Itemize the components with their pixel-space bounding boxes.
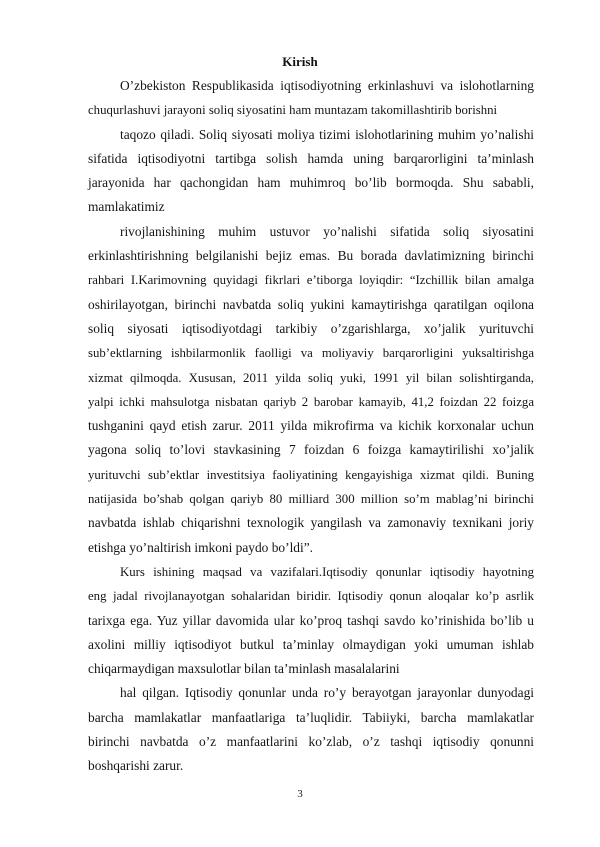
page-number: 3 — [297, 788, 303, 800]
text-line: sifatida iqtisodiyotni tartibga solish hamda uning barqarorligini ta’minlash — [88, 150, 534, 166]
text-line: tushganini qayd etish zarur. 2011 yilda mikrofirma va kichik korxonalar uchun — [88, 418, 534, 434]
text-line: etishga yo’naltirish imkoni paydo bo’ldi”. — [88, 539, 313, 555]
text-line: hal qilgan. Iqtisodiy qonunlar unda ro’y berayotgan jarayonlar dunyodagi — [120, 685, 534, 701]
text-line: O’zbekiston Respublikasida iqtisodiyotning erkinlashuvi va islohotlarning — [120, 78, 534, 93]
text-line: Kurs ishining maqsad va vazifalari.Iqtisodiy qonunlar iqtisodiy hayotning — [120, 564, 534, 579]
text-line: yurituvchi sub’ektlar investitsiya faoliyatining kengayishiga xizmat qildi. Buning — [88, 467, 534, 482]
text-line: natijasida bo’shab qolgan qariyb 80 milliard 300 million so’m mablag’ni birinchi — [88, 492, 534, 507]
text-line: chuqurlashuvi jarayoni soliq siyosatini ham muntazam takomillashtirib borishni — [88, 103, 498, 118]
page-title: Kirish — [282, 54, 318, 69]
text-line: oshirilayotgan, birinchi navbatda soliq yukini kamaytirishga qaratilgan oqilona — [88, 296, 534, 312]
text-line: birinchi navbatda o’z manfaatlarini ko’zlab, o’z tashqi iqtisodiy qonunni — [88, 734, 534, 750]
text-line: rahbari I.Karimovning quyidagi fikrlari e’tiborga loyiqdir: “Izchillik bilan amalga — [88, 273, 534, 288]
text-line: yagona soliq to’lovi stavkasining 7 foizdan 6 foizga kamaytirilishi xo’jalik — [88, 442, 534, 458]
text-line: mamlakatimiz — [88, 199, 165, 215]
text-line: soliq siyosati iqtisodiyotdagi tarkibiy o’zgarishlarga, xo’jalik yurituvchi — [88, 320, 534, 336]
text-line: barcha mamlakatlar manfaatlariga ta’luqlidir. Tabiiyki, barcha mamlakatlar — [88, 709, 534, 725]
text-line: yalpi ichki mahsulotga nisbatan qariyb 2 barobar kamayib, 41,2 foizdan 22 foizga — [88, 394, 534, 409]
text-line: navbatda ishlab chiqarishni texnologik yangilash va zamonaviy texnikani joriy — [88, 515, 534, 531]
text-line: erkinlashtirishning belgilanishi bejiz emas. Bu borada davlatimizning birinchi — [88, 248, 534, 264]
text-line: jarayonida har qachongidan ham muhimroq bo’lib bormoqda. Shu sababli, — [88, 175, 534, 191]
text-line: tarixga ega. Yuz yillar davomida ular ko’proq tashqi savdo ko’rinishida bo’lib u — [88, 612, 534, 628]
text-line: boshqarishi zarur. — [88, 758, 184, 774]
text-line: sub’ektlarning ishbilarmonlik faolligi va moliyaviy barqarorligini yuksaltirishga — [88, 346, 534, 361]
text-line: axolini milliy iqtisodiyot butkul ta’minlay olmaydigan yoki umuman ishlab — [88, 636, 534, 652]
body-text — [88, 74, 534, 779]
text-line: rivojlanishining muhim ustuvor yo’nalishi sifatida soliq siyosatini — [120, 223, 534, 239]
text-line: xizmat qilmoqda. Xususan, 2011 yilda soliq yuki, 1991 yil bilan solishtirganda, — [88, 370, 534, 385]
text-line: taqozo qiladi. Soliq siyosati moliya tizimi islohotlarining muhim yo’nalishi — [120, 126, 534, 142]
text-line: eng jadal rivojlanayotgan sohalaridan biridir. Iqtisodiy qonun aloqalar ko’p asrlik — [88, 589, 534, 604]
text-line: chiqarmaydigan maxsulotlar bilan ta’minlash masalalarini — [88, 661, 400, 677]
